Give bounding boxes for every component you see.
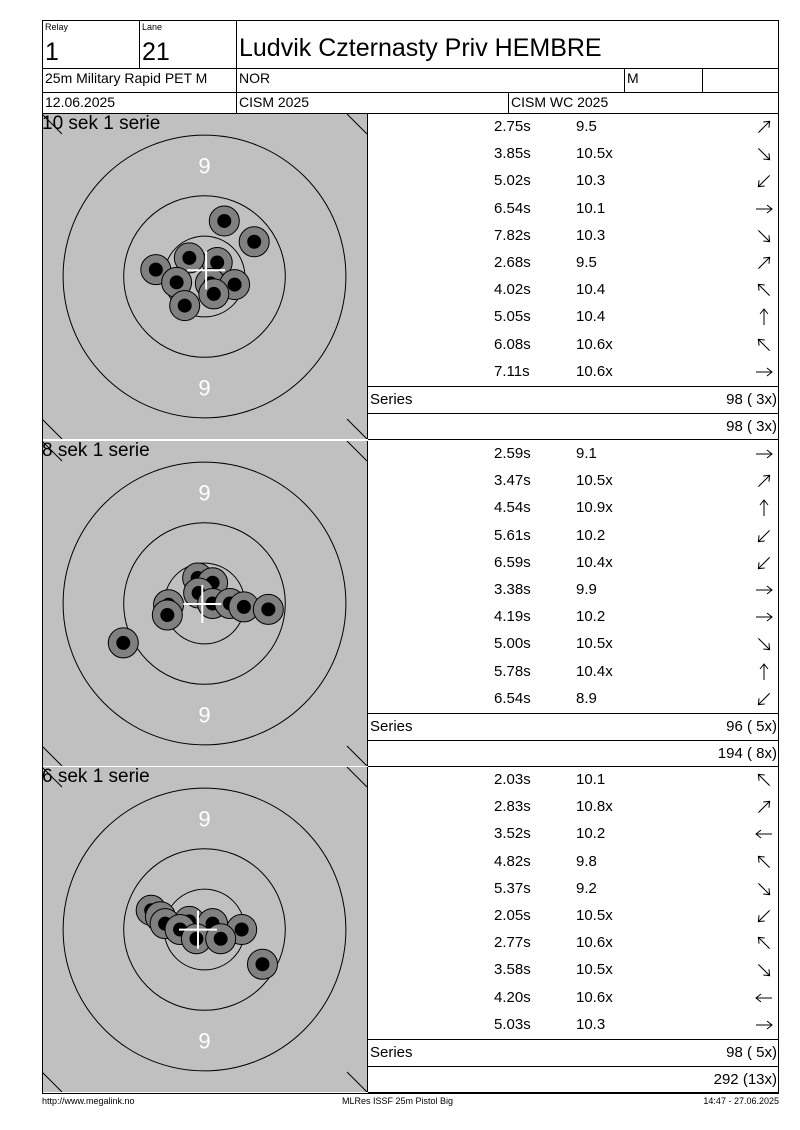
shot-score: 10.4 <box>576 281 606 299</box>
shot-time: 5.37s <box>494 879 531 897</box>
shot-score: 10.5x <box>576 635 613 653</box>
shot-time: 7.11s <box>494 362 530 380</box>
ring-label-bottom: 9 <box>198 1028 211 1054</box>
ring-label-top: 9 <box>198 806 211 832</box>
shot-time: 5.05s <box>494 308 531 326</box>
nation-cell <box>237 69 625 93</box>
athlete-name: Ludvik Czternasty Priv HEMBRE <box>239 34 602 62</box>
competition: CISM 2025 <box>239 94 310 110</box>
series-total-label: Series <box>370 391 413 408</box>
results-header <box>42 20 779 114</box>
footer-url[interactable]: http://www.megalink.no <box>42 1096 135 1106</box>
nation: NOR <box>239 70 271 86</box>
athlete-cell <box>237 21 779 69</box>
gender: M <box>627 70 639 86</box>
relay-number: 1 <box>45 38 59 66</box>
series-total-value: 98 ( 3x) <box>726 391 777 408</box>
shot-time: 3.58s <box>494 961 531 979</box>
shot-score: 10.2 <box>576 825 606 843</box>
shot-time: 2.05s <box>494 907 531 924</box>
ring-label-top: 9 <box>198 480 211 506</box>
shot-score: 9.5 <box>576 254 597 271</box>
shot-time: 4.02s <box>494 281 531 299</box>
running-total-value: 194 ( 8x) <box>717 745 777 762</box>
ring-label-bottom: 9 <box>198 702 211 728</box>
ring-label-top: 9 <box>198 153 211 179</box>
shot-score: 10.9x <box>576 499 613 517</box>
shot-score: 10.5x <box>576 907 613 924</box>
shot-time: 6.59s <box>494 553 531 571</box>
shot-time: 2.59s <box>494 445 531 462</box>
competition-detail-cell <box>509 93 779 114</box>
shot-score: 10.4x <box>576 662 613 680</box>
shot-score: 10.5x <box>576 145 613 163</box>
shot-time: 5.61s <box>494 526 531 544</box>
running-total-value: 292 (13x) <box>713 1071 777 1088</box>
shot-time: 2.68s <box>494 254 531 271</box>
shot-time: 2.03s <box>494 771 531 788</box>
competition-cell <box>237 93 509 114</box>
shot-score: 10.2 <box>576 608 606 626</box>
shot-score: 9.1 <box>576 445 597 462</box>
shot-time: 5.78s <box>494 662 531 680</box>
date-cell <box>43 93 237 114</box>
shot-score: 9.5 <box>576 118 597 135</box>
shot-score: 9.2 <box>576 879 597 897</box>
footer-software: MLRes ISSF 25m Pistol Big <box>342 1096 454 1106</box>
shot-score: 10.6x <box>576 988 613 1006</box>
shot-time: 5.00s <box>494 635 531 653</box>
shot-time: 2.83s <box>494 798 531 816</box>
lane-label: Lane <box>142 22 163 32</box>
shot-time: 5.03s <box>494 1015 531 1033</box>
series-total-value: 96 ( 5x) <box>726 718 777 735</box>
shot-time: 2.75s <box>494 118 531 135</box>
series-title: 10 sek 1 serie <box>42 113 161 134</box>
shot-score: 10.6x <box>576 335 613 353</box>
shot-time: 4.54s <box>494 499 531 517</box>
shot-time: 6.08s <box>494 335 531 353</box>
shot-time: 3.52s <box>494 825 531 843</box>
shot-score: 9.9 <box>576 581 597 598</box>
running-total-value: 98 ( 3x) <box>726 418 777 435</box>
shot-score: 10.3 <box>576 1015 606 1033</box>
shot-time: 3.38s <box>494 581 531 598</box>
shot-time: 3.47s <box>494 472 531 490</box>
empty-cell <box>703 69 779 93</box>
ring-label-bottom: 9 <box>198 375 211 401</box>
lane-number: 21 <box>142 38 170 66</box>
series-title: 6 sek 1 serie <box>42 766 150 787</box>
gender-cell <box>625 69 703 93</box>
shot-time: 6.54s <box>494 199 531 217</box>
shot-score: 10.4 <box>576 308 606 326</box>
series-title: 8 sek 1 serie <box>42 440 150 461</box>
series-total-value: 98 ( 5x) <box>726 1044 777 1061</box>
shot-time: 4.20s <box>494 988 531 1006</box>
shot-score: 10.1 <box>576 771 606 788</box>
shot-score: 10.2 <box>576 526 606 544</box>
event-name: 25m Military Rapid PET M <box>45 70 208 86</box>
shot-score: 9.8 <box>576 852 597 870</box>
shot-score: 10.5x <box>576 961 613 979</box>
shot-time: 5.02s <box>494 172 531 190</box>
shot-score: 10.4x <box>576 553 613 571</box>
shot-time: 4.19s <box>494 608 531 626</box>
shot-time: 4.82s <box>494 852 531 870</box>
shot-score: 10.6x <box>576 362 613 380</box>
shot-score: 10.6x <box>576 934 613 952</box>
shot-score: 10.3 <box>576 226 606 244</box>
lane-cell <box>140 21 237 69</box>
shot-score: 10.5x <box>576 472 613 490</box>
shot-score: 10.8x <box>576 798 613 816</box>
shot-time: 6.54s <box>494 689 531 707</box>
competition-detail: CISM WC 2025 <box>511 94 609 110</box>
event-cell <box>43 69 237 93</box>
shot-score: 10.3 <box>576 172 606 190</box>
relay-label: Relay <box>45 22 69 32</box>
date: 12.06.2025 <box>45 94 116 110</box>
series-total-label: Series <box>370 1044 413 1061</box>
shot-time: 3.85s <box>494 145 531 163</box>
shot-time: 7.82s <box>494 226 531 244</box>
results-frame <box>42 114 779 1094</box>
shot-time: 2.77s <box>494 934 531 952</box>
shot-score: 10.1 <box>576 199 606 217</box>
footer-timestamp: 14:47 - 27.06.2025 <box>703 1096 779 1106</box>
series-total-label: Series <box>370 718 413 735</box>
shot-score: 8.9 <box>576 689 597 707</box>
relay-cell <box>43 21 140 69</box>
